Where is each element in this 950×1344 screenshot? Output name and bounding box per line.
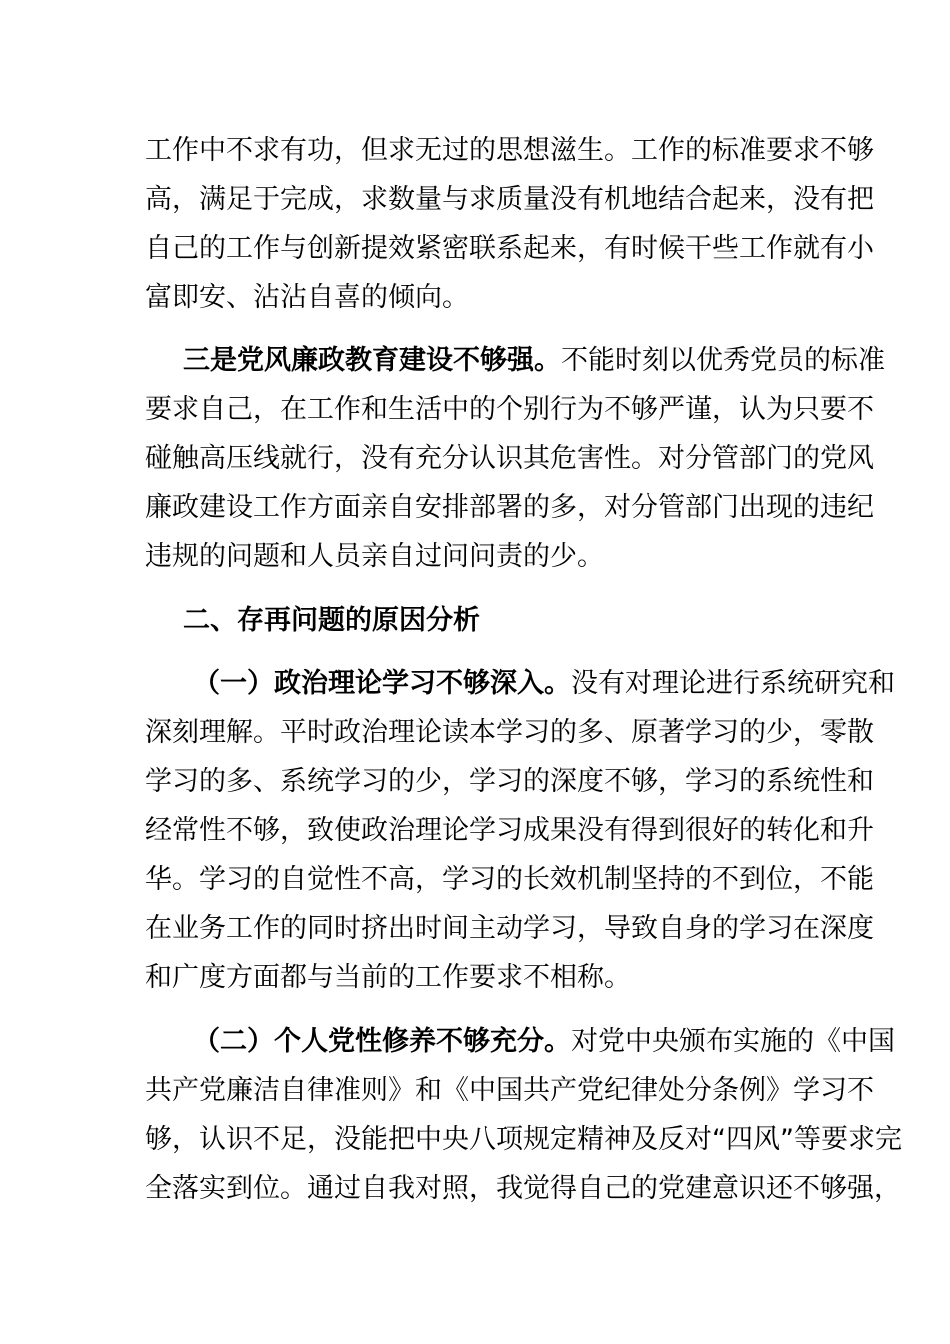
paragraph-1-line-1: 工作中不求有功，但求无过的思想滋生。工作的标准要求不够 xyxy=(145,135,874,166)
paragraph-3-line-6: 在业务工作的同时挤出时间主动学习，导致自身的学习在深度 xyxy=(145,913,874,944)
paragraph-2-line-4: 廉政建设工作方面亲自安排部署的多，对分管部门出现的违纪 xyxy=(145,492,874,523)
paragraph-2-line-3: 碰触高压线就行，没有充分认识其危害性。对分管部门的党风 xyxy=(145,443,874,474)
paragraph-3-line-3: 学习的多、系统学习的少，学习的深度不够，学习的系统性和 xyxy=(145,766,874,797)
paragraph-4-lead-bold: （二）个人党性修养不够充分。 xyxy=(193,1026,571,1057)
paragraph-3-line-2: 深刻理解。平时政治理论读本学习的多、原著学习的少，零散 xyxy=(145,717,874,748)
paragraph-1-line-4: 富即安、沾沾自喜的倾向。 xyxy=(145,282,469,313)
paragraph-3-lead-bold: （一）政治理论学习不够深入。 xyxy=(193,668,571,699)
paragraph-2-lead-rest: 不能时刻以优秀党员的标准 xyxy=(561,345,885,376)
paragraph-3-line-5: 华。学习的自觉性不高，学习的长效机制坚持的不到位，不能 xyxy=(145,864,874,895)
paragraph-4-line-4: 全落实到位。通过自我对照，我觉得自己的党建意识还不够强， xyxy=(145,1173,901,1204)
paragraph-4-lead-rest: 对党中央颁布实施的《中国 xyxy=(571,1026,895,1057)
paragraph-2-lead-bold: 三是党风廉政教育建设不够强。 xyxy=(183,345,561,376)
section-heading: 二、存再问题的原因分析 xyxy=(183,605,480,636)
paragraph-3-lead-rest: 没有对理论进行系统研究和 xyxy=(571,668,895,699)
paragraph-3-line-4: 经常性不够，致使政治理论学习成果没有得到很好的转化和升 xyxy=(145,815,874,846)
paragraph-1-line-2: 高，满足于完成，求数量与求质量没有机地结合起来，没有把 xyxy=(145,184,874,215)
paragraph-4-line-1 xyxy=(193,1022,895,1062)
paragraph-3-line-1 xyxy=(193,664,895,704)
paragraph-4-line-3: 够，认识不足，没能把中央八项规定精神及反对“四风”等要求完 xyxy=(145,1124,902,1155)
paragraph-2-line-2: 要求自己，在工作和生活中的个别行为不够严谨，认为只要不 xyxy=(145,394,874,425)
paragraph-3-line-7: 和广度方面都与当前的工作要求不相称。 xyxy=(145,962,631,993)
paragraph-2-line-5: 违规的问题和人员亲自过问问责的少。 xyxy=(145,541,604,572)
paragraph-2-line-1 xyxy=(183,341,885,381)
paragraph-4-line-2: 共产党廉洁自律准则》和《中国共产党纪律处分条例》学习不 xyxy=(145,1075,874,1106)
paragraph-1-line-3: 自己的工作与创新提效紧密联系起来，有时候干些工作就有小 xyxy=(145,233,874,264)
